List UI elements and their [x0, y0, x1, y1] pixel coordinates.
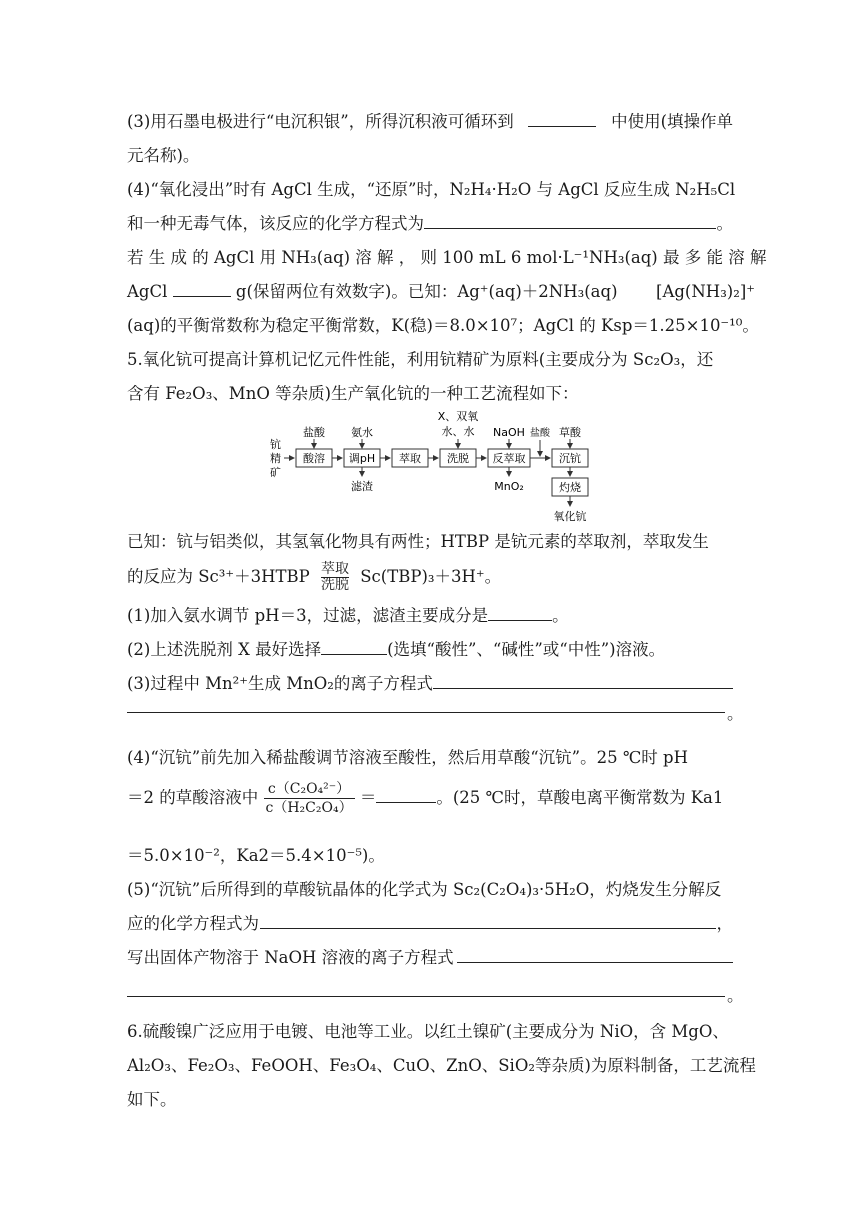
- q5-p1-text: (1)加入氨水调节 pH＝3，过滤，滤渣主要成分是: [127, 606, 489, 625]
- answer-blank[interactable]: [424, 214, 716, 229]
- flow-output-mno2: MnO₂: [494, 480, 524, 493]
- flow-input-oxalic: 草酸: [559, 426, 581, 439]
- q3-text-a: (3)用石墨电极进行“电沉积银”，所得沉积液可循环到: [127, 112, 514, 131]
- flow-product-label: 氧化钪: [553, 510, 587, 523]
- q4-line-5: (aq)的平衡常数称为稳定平衡常数，K(稳)＝8.0×10⁷；AgCl 的 Ksp＝1.25×10⁻¹⁰。: [127, 316, 759, 335]
- q4-text-c: [Ag(NH₃)₂]⁺: [656, 282, 756, 301]
- fraction-numerator: c（C₂O₄²⁻）: [264, 780, 355, 799]
- q5-known-1: 已知：钪与铝类似，其氢氧化物具有两性；HTBP 是钪元素的萃取剂，萃取发生: [127, 532, 709, 551]
- q5-line-1: 5.氧化钪可提高计算机记忆元件性能，利用钪精矿为原料(主要成分为 Sc₂O₃，还: [127, 350, 714, 369]
- q5-p5-text: 应的化学方程式为: [127, 914, 259, 933]
- process-flow-diagram: [262, 404, 632, 528]
- answer-blank[interactable]: [376, 788, 436, 803]
- answer-blank[interactable]: [260, 914, 716, 929]
- answer-blank[interactable]: [433, 674, 733, 689]
- q4-line-2: [127, 214, 733, 234]
- answer-blank[interactable]: [321, 640, 387, 655]
- answer-line[interactable]: [127, 712, 725, 713]
- q5-p2-text: (2)上述洗脱剂 X 最好选择: [127, 640, 322, 659]
- q5-p5-comma: ，: [716, 914, 733, 933]
- q4-end: 。: [716, 214, 733, 233]
- flow-start-label-1: 钪: [270, 438, 281, 451]
- q5-line-2: 含有 Fe₂O₃、MnO 等杂质)生产氧化钪的一种工艺流程如下：: [127, 384, 579, 403]
- q5-known-text-a: 的反应为 Sc³⁺＋3HTBP: [127, 567, 310, 586]
- flow-input-hcl2: 盐酸: [530, 428, 550, 439]
- flow-box-calcine-label: 灼烧: [559, 481, 581, 494]
- flow-start-label-2: 精: [270, 452, 281, 465]
- flow-box-extract-label: 萃取: [399, 452, 421, 465]
- q5-p5-end: 。: [727, 986, 744, 1005]
- q4-text-b: g(保留两位有效数字)。已知：Ag⁺(aq)＋2NH₃(aq): [235, 282, 618, 301]
- flow-box-acid-label: 酸溶: [303, 452, 325, 465]
- answer-blank[interactable]: [173, 282, 231, 297]
- fraction-denominator: c（H₂C₂O₄）: [265, 800, 353, 816]
- flow-start-label-3: 矿: [270, 466, 281, 479]
- q3-text-b: 中使用(填操作单: [611, 112, 733, 131]
- flow-box-back-extract-label: 反萃取: [492, 452, 526, 465]
- q5-part-2: [127, 640, 733, 660]
- q5-part-4-line-2: [127, 778, 733, 818]
- flow-input-naoh: NaOH: [493, 426, 525, 439]
- q4-line-3: 若 生 成 的 AgCl 用 NH₃(aq) 溶 解 ， 则 100 mL 6 mol·L⁻¹NH₃(aq) 最 多 能 溶 解: [127, 248, 767, 267]
- q5-part-1: [127, 606, 733, 626]
- q5-part-5-line-3: [127, 948, 733, 968]
- q4-line-4: [127, 282, 756, 302]
- q5-p3-text: (3)过程中 Mn²⁺生成 MnO₂的离子方程式: [127, 674, 433, 693]
- q5-p1-end: 。: [552, 606, 569, 625]
- q6-line-1: 6.硫酸镍广泛应用于电镀、电池等工业。以红土镍矿(主要成分为 NiO，含 MgO、: [127, 1022, 729, 1041]
- q6-line-3: 如下。: [127, 1090, 177, 1109]
- q5-part-5-line-1: (5)“沉钪”后所得到的草酸钪晶体的化学式为 Sc₂(C₂O₄)₃·5H₂O，灼烧发生分解反: [127, 880, 722, 899]
- q4-text: 和一种无毒气体，该反应的化学方程式为: [127, 214, 424, 233]
- q5-known-text-b: Sc(TBP)₃＋3H⁺。: [360, 567, 502, 586]
- q5-part-4-line-1: (4)“沉钪”前先加入稀盐酸调节溶液至酸性，然后用草酸“沉钪”。25 ℃时 pH: [127, 748, 689, 767]
- answer-blank[interactable]: [488, 606, 552, 621]
- q5-p3-end: 。: [727, 704, 744, 723]
- q5-p4-text: ＝2 的草酸溶液中: [127, 788, 259, 807]
- flow-box-elute-label: 洗脱: [447, 452, 469, 465]
- flow-box-precipitate-label: 沉钪: [559, 452, 581, 465]
- q6-line-2: Al₂O₃、Fe₂O₃、FeOOH、Fe₃O₄、CuO、ZnO、SiO₂等杂质)为原料制备，工艺流程: [127, 1056, 756, 1075]
- flow-output-residue: 滤渣: [351, 480, 373, 493]
- arrow-label-bottom: 洗脱: [320, 577, 349, 593]
- q5-part-4-line-3: ＝5.0×10⁻²，Ka2＝5.4×10⁻⁵)。: [127, 846, 385, 865]
- q3-line-1: [127, 112, 733, 132]
- q5-part-5-line-2: [127, 914, 733, 934]
- q4-text-a: AgCl: [127, 282, 168, 301]
- flow-box-ph-label: 调pH: [348, 452, 376, 465]
- flow-input-hcl: 盐酸: [303, 426, 325, 439]
- concentration-fraction: [264, 780, 355, 817]
- q5-p4-equals: ＝: [359, 788, 377, 807]
- arrow-label-top: 萃取: [320, 561, 349, 577]
- answer-blank[interactable]: [457, 948, 733, 963]
- q5-known-2: [127, 562, 733, 592]
- q4-line-1: (4)“氧化浸出”时有 AgCl 生成，“还原”时，N₂H₄·H₂O 与 AgCl 反应生成 N₂H₅Cl: [127, 180, 736, 199]
- answer-blank[interactable]: [528, 112, 596, 127]
- q5-p2-text-b: (选填“酸性”、“碱性”或“中性”)溶液。: [387, 640, 666, 659]
- q5-p4-text-c: 。(25 ℃时，草酸电离平衡常数为 Ka1: [436, 788, 724, 807]
- q5-p5-text-b: 写出固体产物溶于 NaOH 溶液的离子方程式: [127, 948, 454, 967]
- q3-line-2: 元名称)。: [127, 146, 200, 165]
- q5-part-3: [127, 674, 733, 694]
- flow-input-x-line2: 水、水: [441, 425, 475, 438]
- flow-input-x-line1: X、双氧: [437, 410, 479, 423]
- reversible-arrow: [321, 562, 349, 593]
- flow-input-ammonia: 氨水: [351, 426, 373, 439]
- answer-line[interactable]: [127, 996, 725, 997]
